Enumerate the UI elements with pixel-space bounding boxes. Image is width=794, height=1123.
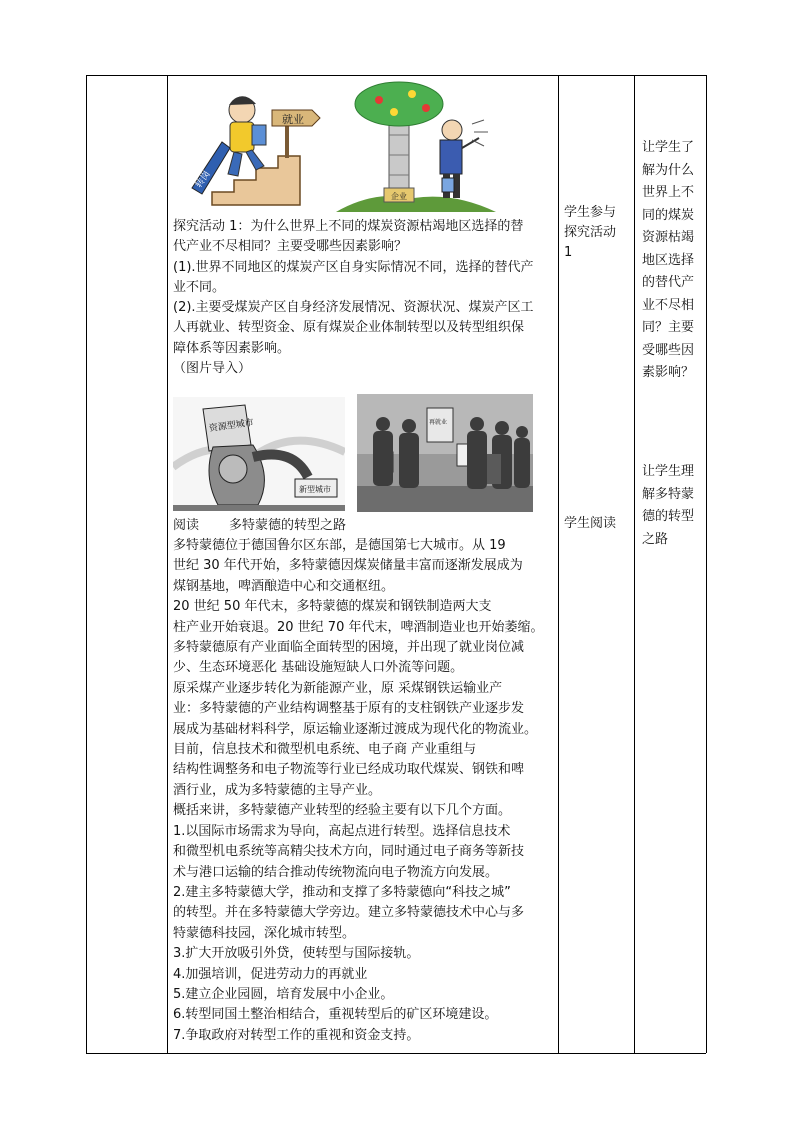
intent-line: 素影响？: [642, 365, 695, 380]
activity-line: 探究活动 1：为什么世界上不同的煤炭资源枯竭地区选择的替: [173, 219, 524, 234]
photo-job-seekers-image: [357, 394, 533, 512]
reading-line: 术与港口运输的结合推动传统物流向电子物流方向发展。: [173, 864, 499, 880]
reading-line: 20 世纪 50 年代末，多特蒙德的煤炭和钢铁制造两大支: [173, 599, 492, 615]
reading-line: 的转型。并在多特蒙德大学旁边。建立多特蒙德技术中心与多: [173, 905, 525, 921]
activity-line: (2).主要受煤炭产区自身经济发展情况、资源状况、煤炭产区工: [173, 300, 534, 316]
reading-line: 少、生态环境恶化 基础设施短缺人口外流等问题。: [173, 660, 464, 676]
reading-line: 6.转型同国土整治相结合，重视转型后的矿区环境建设。: [173, 1007, 498, 1023]
intent-line: 的替代产: [642, 275, 695, 290]
cartoon-money-tree-image: [334, 80, 498, 214]
reading-line: 业：多特蒙德的产业结构调整基于原有的支柱钢铁产业逐步发: [173, 701, 525, 717]
arm-transfer-label: 转岗: [194, 169, 213, 190]
intent-line: 让学生理: [642, 464, 695, 479]
student-activity-line: 学生参与: [564, 205, 617, 220]
reading-line: 2.建主多特蒙德大学，推动和支撑了多特蒙德向“科技之城”: [173, 884, 511, 900]
sign-employment-label: 就业: [282, 113, 304, 126]
student-reading: [564, 514, 624, 534]
intent-line: 世界上不: [642, 185, 695, 200]
student-activity-line: 1: [564, 245, 573, 260]
intent-goal-2: [642, 461, 702, 551]
activity-line: 障体系等因素影响。: [173, 340, 291, 356]
reading-line: 原采煤产业逐步转化为新能源产业，原 采煤钢铁运输业产: [173, 680, 503, 696]
reading-line: 和微型机电系统等高精尖技术方向，同时通过电子商务等新技: [173, 844, 525, 860]
table-right-border: [706, 75, 707, 1053]
reading-prefix: 阅读: [173, 518, 200, 533]
cartoon-climbing-stairs-image: [172, 80, 330, 210]
table-left-border: [86, 75, 87, 1053]
photo-sign-label: 再就业: [429, 419, 448, 426]
reading-line: 世纪 30 年代开始，多特蒙德因煤炭储量丰富而逐渐发展成为: [173, 558, 523, 574]
student-reading-label: 学生阅读: [564, 516, 617, 531]
bag-resource-city-label: 资源型城市: [208, 418, 255, 435]
activity-line: 业不同。: [173, 279, 226, 295]
reading-line: 煤钢基地，啤酒酿造中心和交通枢纽。: [173, 578, 395, 594]
reading-line: 目前，信息技术和微型机电系统、电子商 产业重组与: [173, 742, 477, 758]
cartoon-resource-city-image: [173, 397, 345, 511]
intent-goal-1: [642, 137, 702, 385]
activity-1-text: [173, 217, 555, 379]
student-activity-line: 探究活动: [564, 225, 617, 240]
activity-line: （图片导入）: [173, 361, 252, 377]
student-activity-1: [564, 203, 624, 263]
intent-line: 让学生了: [642, 140, 695, 155]
intent-line: 解多特蒙: [642, 486, 695, 502]
activity-line: 代产业不尽相同？主要受哪些因素影响？: [173, 239, 408, 255]
reading-line: 1.以国际市场需求为导向，高起点进行转型。选择信息技术: [173, 823, 511, 839]
base-enterprise-label: 企业: [391, 192, 407, 201]
reading-heading: [173, 516, 346, 536]
reading-line: 酒行业，成为多特蒙德的主导产业。: [173, 782, 382, 798]
intent-line: 德的转型: [642, 509, 695, 524]
reading-line: 结构性调整务和电子物流等行业已经成功取代煤炭、钢铁和啤: [173, 762, 525, 778]
reading-line: 柱产业开始衰退。20 世纪 70 年代末，啤酒制造业也开始萎缩。: [173, 619, 544, 635]
reading-line: 展成为基础材料科学，原运输业逐渐过渡成为现代化的物流业。: [173, 721, 538, 737]
reading-line: 概括来讲，多特蒙德产业转型的经验主要有以下几个方面。: [173, 803, 512, 819]
reading-line: 5.建立企业园圆，培育发展中小企业。: [173, 986, 394, 1002]
reading-line: 特蒙德科技园，深化城市转型。: [173, 925, 356, 941]
intent-line: 解为什么: [642, 162, 695, 178]
table-top-border: [86, 75, 706, 76]
intent-line: 同的煤炭: [642, 207, 695, 223]
column-divider-2: [558, 75, 559, 1053]
reading-line: 7.争取政府对转型工作的重视和资金支持。: [173, 1027, 420, 1043]
reading-title: 多特蒙德的转型之路: [229, 518, 347, 533]
intent-line: 同？主要: [642, 320, 695, 335]
table-bottom-border: [86, 1053, 706, 1054]
column-divider-1: [167, 75, 168, 1053]
intent-line: 资源枯竭: [642, 230, 695, 245]
reading-line: 多特蒙德原有产业面临全面转型的困境，并出现了就业岗位减: [173, 640, 525, 656]
reading-line: 3.扩大开放吸引外贷，使转型与国际接轨。: [173, 946, 420, 962]
intent-line: 之路: [642, 531, 669, 547]
column-divider-3: [634, 75, 635, 1053]
reading-line: 多特蒙德位于德国鲁尔区东部，是德国第七大城市。从 19: [173, 538, 506, 553]
reading-line: 4.加强培训，促进劳动力的再就业: [173, 966, 368, 982]
reading-passage: [173, 536, 555, 1046]
intent-line: 受哪些因: [642, 342, 695, 358]
activity-line: (1).世界不同地区的煤炭产区自身实际情况不同，选择的替代产: [173, 259, 534, 275]
intent-line: 业不尽相: [642, 297, 695, 313]
activity-line: 人再就业、转型资金、原有煤炭企业体制转型以及转型组织保: [173, 320, 525, 336]
box-new-city-label: 新型城市: [299, 485, 331, 494]
intent-line: 地区选择: [642, 252, 695, 268]
